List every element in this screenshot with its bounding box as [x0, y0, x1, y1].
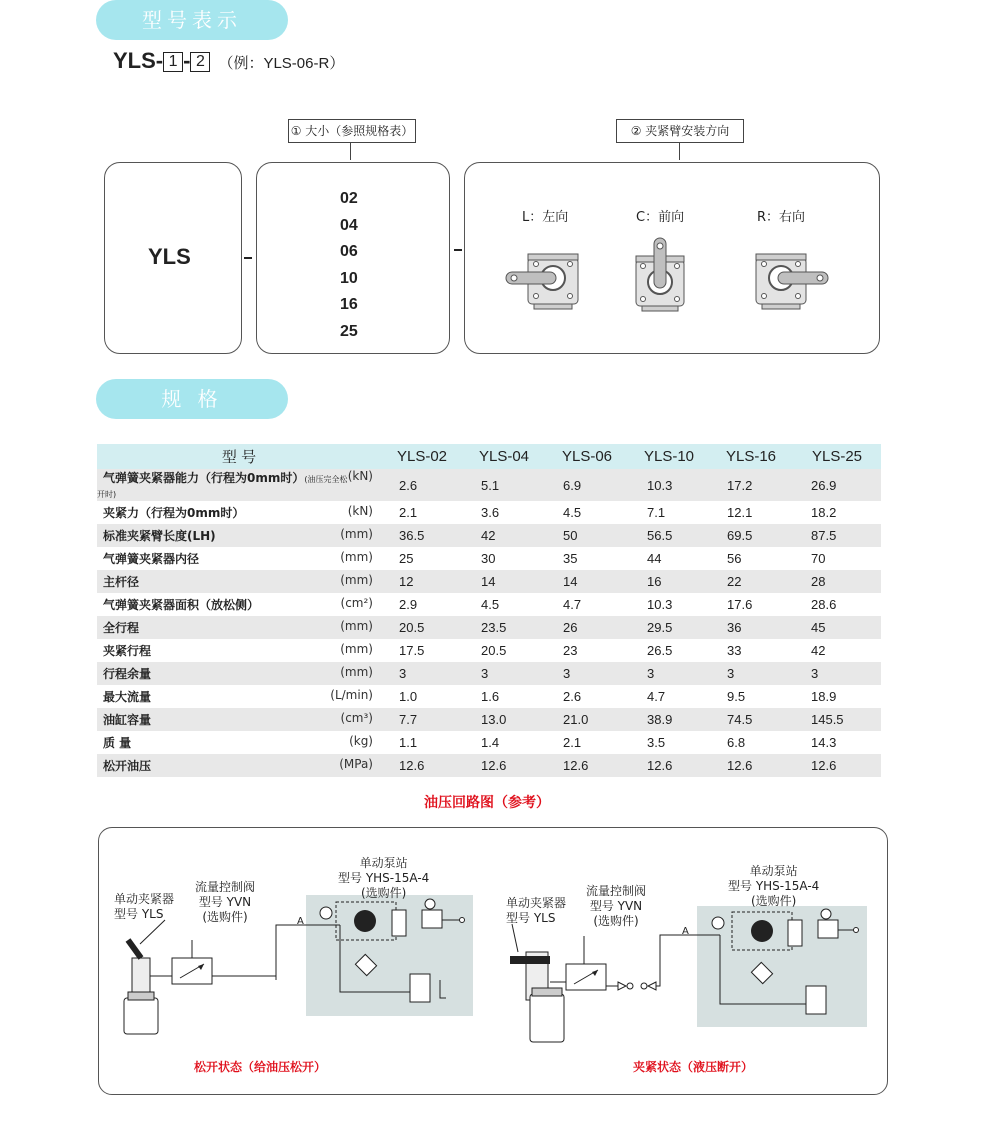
spec-value: 12.6	[381, 754, 463, 777]
spec-name-cell	[97, 685, 381, 708]
direction-left-label: L：左向	[522, 210, 569, 225]
clamp-right-illustration	[750, 240, 840, 312]
table-row	[97, 662, 881, 685]
spec-unit: (mm)	[340, 527, 373, 541]
header-model: YLS-16	[709, 444, 793, 469]
yls-text: YLS	[148, 244, 191, 269]
spec-value: 26.9	[793, 469, 881, 501]
section-title-model: 型号表示	[96, 0, 288, 40]
spec-value: 74.5	[709, 708, 793, 731]
spec-unit: (mm)	[340, 573, 373, 587]
left-caption: 松开状态（给油压松开）	[194, 1060, 327, 1074]
spec-note: (油压完全松开时)	[97, 475, 348, 499]
table-row	[97, 685, 881, 708]
table-row	[97, 469, 881, 501]
spec-value: 10.3	[629, 469, 709, 501]
spec-value: 4.7	[629, 685, 709, 708]
header-model: YLS-06	[545, 444, 629, 469]
right-valve-label: 流量控制阀 型号 YVN (选购件)	[586, 884, 647, 928]
spec-value: 33	[709, 639, 793, 662]
spec-value: 12.6	[793, 754, 881, 777]
spec-value: 3	[629, 662, 709, 685]
table-row	[97, 547, 881, 570]
spec-name: 气弹簧夹紧器内径	[103, 552, 200, 566]
spec-value: 26.5	[629, 639, 709, 662]
spec-name-cell	[97, 731, 381, 754]
spec-value: 23	[545, 639, 629, 662]
spec-value: 2.6	[545, 685, 629, 708]
spec-value: 22	[709, 570, 793, 593]
spec-value: 12.6	[545, 754, 629, 777]
spec-name-cell	[97, 501, 381, 524]
spec-value: 44	[629, 547, 709, 570]
spec-value: 35	[545, 547, 629, 570]
spec-unit: (cm²)	[340, 596, 373, 610]
spec-value: 14	[463, 570, 545, 593]
spec-value: 4.5	[545, 501, 629, 524]
spec-name: 主杆径	[103, 575, 140, 589]
spec-value: 145.5	[793, 708, 881, 731]
left-valve-label: 流量控制阀 型号 YVN (选购件)	[195, 880, 256, 924]
table-row	[97, 616, 881, 639]
spec-value: 36	[709, 616, 793, 639]
size-item: 10	[340, 269, 358, 287]
size-item: 04	[340, 216, 358, 234]
spec-value: 12.1	[709, 501, 793, 524]
spec-name-cell	[97, 524, 381, 547]
spec-value: 17.5	[381, 639, 463, 662]
spec-value: 69.5	[709, 524, 793, 547]
spec-value: 56	[709, 547, 793, 570]
spec-value: 13.0	[463, 708, 545, 731]
spec-name: 标准夹紧臂长度(LH)	[103, 529, 216, 543]
spec-unit: (mm)	[340, 550, 373, 564]
spec-name: 质 量	[103, 736, 132, 750]
spec-value: 42	[463, 524, 545, 547]
spec-unit: (mm)	[340, 619, 373, 633]
spec-value: 5.1	[463, 469, 545, 501]
spec-value: 87.5	[793, 524, 881, 547]
spec-value: 9.5	[709, 685, 793, 708]
spec-value: 18.9	[793, 685, 881, 708]
spec-value: 20.5	[381, 616, 463, 639]
dash-2	[454, 249, 462, 251]
spec-value: 70	[793, 547, 881, 570]
right-caption: 夹紧状态（液压断开）	[633, 1060, 754, 1074]
spec-value: 28.6	[793, 593, 881, 616]
spec-name: 夹紧行程	[103, 644, 152, 658]
table-row	[97, 708, 881, 731]
spec-name: 最大流量	[103, 690, 152, 704]
spec-value: 2.1	[545, 731, 629, 754]
table-row	[97, 754, 881, 777]
header-model: YLS-25	[793, 444, 881, 469]
direction-right-label: R：右向	[757, 210, 806, 225]
dash-1	[244, 257, 252, 259]
spec-value: 3.6	[463, 501, 545, 524]
size-item: 16	[340, 296, 358, 313]
spec-value: 50	[545, 524, 629, 547]
spec-value: 20.5	[463, 639, 545, 662]
spec-value: 30	[463, 547, 545, 570]
spec-value: 2.9	[381, 593, 463, 616]
spec-name: 气弹簧夹紧器能力（行程为0mm时）	[103, 471, 305, 485]
table-row	[97, 593, 881, 616]
spec-value: 21.0	[545, 708, 629, 731]
spec-value: 29.5	[629, 616, 709, 639]
spec-value: 10.3	[629, 593, 709, 616]
model-box-1: 1	[163, 52, 183, 72]
circuit-title: 油压回路图（参考）	[424, 795, 550, 811]
table-row	[97, 639, 881, 662]
spec-value: 14.3	[793, 731, 881, 754]
size-item: 25	[340, 322, 358, 340]
spec-unit: (L/min)	[330, 688, 373, 702]
spec-value: 56.5	[629, 524, 709, 547]
spec-name: 行程余量	[103, 667, 152, 681]
spec-unit: (mm)	[340, 642, 373, 656]
direction-label: ② 夹紧臂安装方向	[616, 119, 744, 143]
clamp-left-illustration	[500, 240, 590, 312]
size-item: 06	[340, 243, 358, 260]
spec-value: 17.6	[709, 593, 793, 616]
spec-unit: (kN)	[347, 504, 373, 518]
spec-value: 1.1	[381, 731, 463, 754]
spec-name: 气弹簧夹紧器面积（放松侧）	[103, 598, 260, 612]
spec-value: 23.5	[463, 616, 545, 639]
spec-value: 1.6	[463, 685, 545, 708]
spec-name-cell	[97, 469, 381, 501]
spec-value: 26	[545, 616, 629, 639]
table-row	[97, 501, 881, 524]
spec-value: 36.5	[381, 524, 463, 547]
spec-unit: (cm³)	[340, 711, 373, 725]
right-pump-label: 单动泵站 型号 YHS-15A-4 (选购件)	[728, 864, 820, 908]
spec-value: 3	[709, 662, 793, 685]
spec-name-cell	[97, 662, 381, 685]
left-clamp-label: 单动夹紧器 型号 YLS	[114, 892, 175, 921]
spec-name-cell	[97, 754, 381, 777]
spec-value: 4.5	[463, 593, 545, 616]
spec-unit: (MPa)	[339, 757, 373, 771]
spec-value: 7.1	[629, 501, 709, 524]
right-clamp-label: 单动夹紧器 型号 YLS	[506, 896, 567, 925]
spec-name: 夹紧力（行程为0mm时）	[103, 506, 245, 520]
spec-value: 12	[381, 570, 463, 593]
spec-table	[97, 444, 881, 777]
spec-value: 38.9	[629, 708, 709, 731]
spec-value: 3	[793, 662, 881, 685]
spec-value: 18.2	[793, 501, 881, 524]
spec-unit: (kg)	[349, 734, 373, 748]
spec-value: 7.7	[381, 708, 463, 731]
spec-value: 2.6	[381, 469, 463, 501]
spec-name: 松开油压	[103, 759, 152, 773]
model-example: （例：YLS-06-R）	[218, 55, 345, 72]
model-prefix: YLS-	[113, 48, 164, 73]
spec-name-cell	[97, 616, 381, 639]
spec-value: 6.9	[545, 469, 629, 501]
size-item: 02	[340, 190, 358, 207]
model-code-line	[113, 48, 344, 74]
header-model-label: 型 号	[97, 444, 381, 469]
spec-value: 25	[381, 547, 463, 570]
spec-value: 12.6	[629, 754, 709, 777]
spec-value: 3.5	[629, 731, 709, 754]
spec-value: 2.1	[381, 501, 463, 524]
table-row	[97, 570, 881, 593]
model-mid-dash: -	[183, 48, 191, 73]
table-row	[97, 524, 881, 547]
spec-value: 1.4	[463, 731, 545, 754]
spec-unit: (kN)	[347, 469, 373, 483]
spec-value: 12.6	[709, 754, 793, 777]
header-model: YLS-02	[381, 444, 463, 469]
size-list	[340, 186, 358, 345]
spec-name-cell	[97, 547, 381, 570]
spec-value: 14	[545, 570, 629, 593]
spec-value: 42	[793, 639, 881, 662]
spec-name-cell	[97, 639, 381, 662]
spec-name-cell	[97, 570, 381, 593]
spec-value: 12.6	[463, 754, 545, 777]
direction-front-label: C：前向	[636, 210, 685, 225]
table-row	[97, 731, 881, 754]
spec-name: 油缸容量	[103, 713, 152, 727]
spec-value: 4.7	[545, 593, 629, 616]
spec-name-cell	[97, 593, 381, 616]
direction-connector	[679, 142, 680, 160]
spec-value: 17.2	[709, 469, 793, 501]
spec-value: 1.0	[381, 685, 463, 708]
left-pump-label: 单动泵站 型号 YHS-15A-4 (选购件)	[338, 856, 430, 900]
right-port-label: A	[682, 926, 689, 937]
spec-value: 16	[629, 570, 709, 593]
spec-name: 全行程	[103, 621, 140, 635]
header-model: YLS-04	[463, 444, 545, 469]
size-connector	[350, 142, 351, 160]
model-box-2: 2	[190, 52, 210, 72]
size-label: ① 大小（参照规格表）	[288, 119, 416, 143]
spec-value: 3	[381, 662, 463, 685]
spec-value: 3	[463, 662, 545, 685]
left-port-label: A	[297, 916, 304, 927]
spec-value: 28	[793, 570, 881, 593]
spec-value: 3	[545, 662, 629, 685]
clamp-front-illustration	[630, 236, 690, 316]
spec-value: 45	[793, 616, 881, 639]
spec-unit: (mm)	[340, 665, 373, 679]
header-model: YLS-10	[629, 444, 709, 469]
spec-name-cell	[97, 708, 381, 731]
spec-value: 6.8	[709, 731, 793, 754]
section-title-spec: 规 格	[96, 379, 288, 419]
